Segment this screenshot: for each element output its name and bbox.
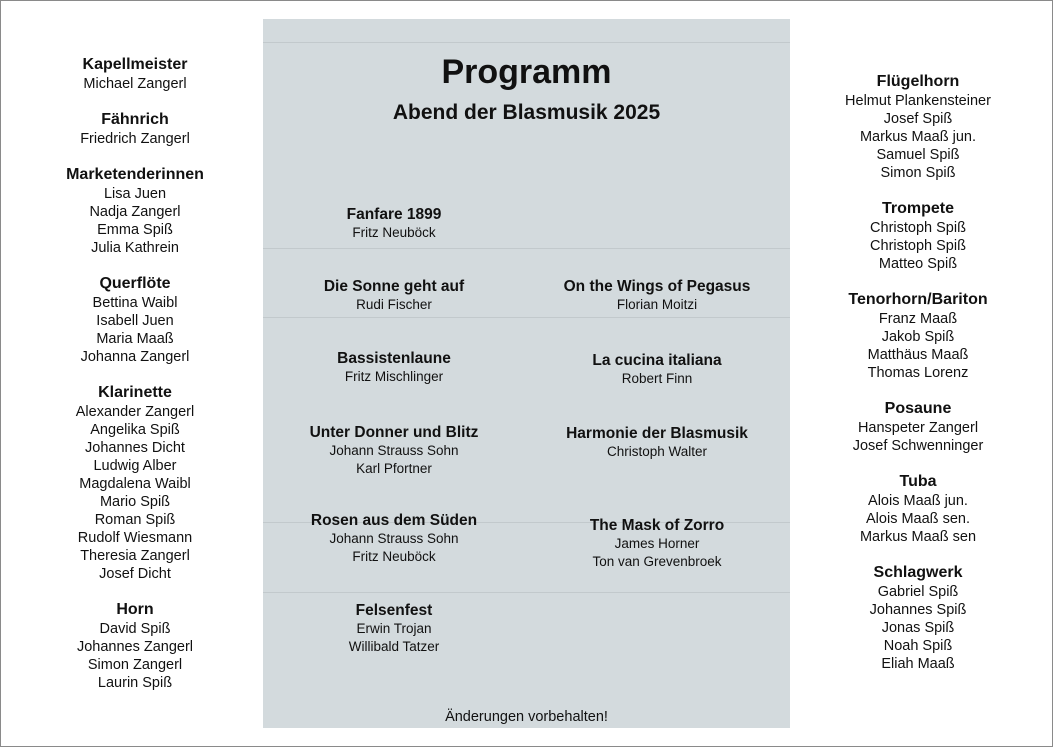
musician-name: Alois Maaß jun. (868, 493, 968, 509)
musician-name: Josef Dicht (99, 566, 171, 582)
instrument-section (40, 600, 230, 692)
musician-name: Bettina Waibl (92, 295, 178, 311)
musician-name: Laurin Spiß (97, 675, 173, 691)
piece-composer: Christoph Walter (606, 444, 708, 459)
instrument-section (818, 72, 1018, 182)
musician-name: Christoph Spiß (870, 220, 966, 236)
musician-name: Jakob Spiß (881, 329, 955, 345)
piece-title: Fanfare 1899 (346, 206, 442, 223)
musician-name: Gabriel Spiß (877, 584, 959, 600)
piece-title: La cucina italiana (592, 352, 722, 369)
instrument-section (818, 199, 1018, 273)
instrument-heading: Flügelhorn (876, 73, 960, 90)
panel-divider (263, 42, 790, 43)
musician-name: Michael Zangerl (83, 76, 187, 92)
musician-name: Eliah Maaß (881, 656, 955, 672)
musician-name: Julia Kathrein (91, 240, 179, 256)
musician-name: Noah Spiß (883, 638, 953, 654)
piece-composer: Fritz Neuböck (352, 225, 436, 240)
instrument-heading: Kapellmeister (82, 56, 188, 73)
piece-composer: Johann Strauss Sohn (329, 443, 459, 458)
piece-composer: James Horner (614, 536, 700, 551)
instrument-heading: Querflöte (99, 275, 171, 292)
instrument-heading: Tuba (899, 473, 937, 490)
musician-name: Maria Maaß (96, 331, 174, 347)
instrument-heading: Horn (116, 601, 154, 618)
program-piece (269, 601, 519, 656)
musician-name: Simon Zangerl (87, 657, 183, 673)
musician-name: Alois Maaß sen. (866, 511, 970, 527)
instrument-heading: Marketenderinnen (66, 166, 204, 183)
instrument-section (40, 274, 230, 366)
musician-name: Hanspeter Zangerl (857, 420, 979, 436)
piece-title: Harmonie der Blasmusik (566, 425, 748, 442)
musician-name: David Spiß (99, 621, 171, 637)
piece-arranger: Karl Pfortner (356, 461, 432, 476)
instrument-heading: Tenorhorn/Bariton (848, 291, 988, 308)
musician-name: Jonas Spiß (881, 620, 955, 636)
instrument-section (40, 55, 230, 93)
musician-name: Johannes Spiß (869, 602, 967, 618)
musician-name: Johannes Zangerl (76, 639, 194, 655)
piece-arranger: Ton van Grevenbroek (592, 554, 722, 569)
musician-name: Josef Spiß (883, 111, 953, 127)
program-piece (269, 511, 519, 566)
instrument-heading: Schlagwerk (873, 564, 963, 581)
piece-title: Felsenfest (355, 602, 433, 619)
musician-name: Franz Maaß (878, 311, 958, 327)
program-piece (532, 424, 782, 461)
musician-name: Magdalena Waibl (79, 476, 191, 492)
musician-name: Rudolf Wiesmann (77, 530, 193, 546)
musician-name: Matthäus Maaß (867, 347, 969, 363)
musician-name: Emma Spiß (97, 222, 173, 238)
musician-name: Ludwig Alber (93, 458, 177, 474)
instrument-heading: Fähnrich (101, 111, 169, 128)
musician-name: Alexander Zangerl (75, 404, 195, 420)
panel-divider (263, 317, 790, 318)
piece-arranger: Fritz Neuböck (352, 549, 436, 564)
panel-divider (263, 248, 790, 249)
piece-composer: Rudi Fischer (356, 297, 432, 312)
piece-title: Rosen aus dem Süden (310, 512, 478, 529)
piece-arranger: Willibald Tatzer (348, 639, 440, 654)
piece-title: Bassistenlaune (337, 350, 451, 367)
musician-name: Roman Spiß (94, 512, 176, 528)
piece-title: On the Wings of Pegasus (563, 278, 751, 295)
musician-name: Angelika Spiß (90, 422, 180, 438)
musician-name: Lisa Juen (103, 186, 167, 202)
program-panel (263, 19, 790, 728)
instrument-section (818, 472, 1018, 546)
program-piece (532, 351, 782, 388)
musician-name: Johanna Zangerl (80, 349, 190, 365)
program-subtitle: Abend der Blasmusik 2025 (392, 101, 661, 124)
piece-title: The Mask of Zorro (589, 517, 725, 534)
musician-name: Markus Maaß jun. (859, 129, 977, 145)
changes-reserved-note: Änderungen vorbehalten! (445, 709, 608, 725)
piece-composer: Erwin Trojan (356, 621, 432, 636)
piece-composer: Robert Finn (621, 371, 693, 386)
musician-name: Markus Maaß sen (859, 529, 977, 545)
piece-composer: Florian Moitzi (616, 297, 698, 312)
program-piece (269, 277, 519, 314)
piece-composer: Fritz Mischlinger (344, 369, 444, 384)
musician-name: Helmut Plankensteiner (845, 93, 991, 109)
instrument-section (818, 399, 1018, 455)
instrument-section (40, 383, 230, 583)
instrument-section (40, 110, 230, 148)
piece-composer: Johann Strauss Sohn (329, 531, 459, 546)
program-piece (532, 516, 782, 571)
musician-name: Isabell Juen (96, 313, 174, 329)
program-piece (269, 423, 519, 478)
musician-name: Friedrich Zangerl (80, 131, 190, 147)
musician-name: Mario Spiß (99, 494, 171, 510)
musician-name: Johannes Dicht (85, 440, 185, 456)
musician-name: Nadja Zangerl (89, 204, 181, 220)
musician-name: Thomas Lorenz (867, 365, 969, 381)
musicians-left-column (40, 55, 230, 709)
program-piece (532, 277, 782, 314)
panel-divider (263, 592, 790, 593)
instrument-section (818, 290, 1018, 382)
musician-name: Matteo Spiß (878, 256, 958, 272)
musicians-right-column (818, 72, 1018, 690)
program-title: Programm (441, 53, 612, 91)
piece-title: Die Sonne geht auf (323, 278, 465, 295)
musician-name: Christoph Spiß (870, 238, 966, 254)
musician-name: Josef Schwenninger (852, 438, 984, 454)
instrument-section (40, 165, 230, 257)
instrument-heading: Trompete (881, 200, 954, 217)
musician-name: Simon Spiß (880, 165, 956, 181)
piece-title: Unter Donner und Blitz (309, 424, 479, 441)
instrument-heading: Posaune (884, 400, 952, 417)
program-piece (269, 349, 519, 386)
musician-name: Samuel Spiß (876, 147, 960, 163)
instrument-section (818, 563, 1018, 673)
instrument-heading: Klarinette (98, 384, 172, 401)
musician-name: Theresia Zangerl (80, 548, 190, 564)
program-piece (269, 205, 519, 242)
